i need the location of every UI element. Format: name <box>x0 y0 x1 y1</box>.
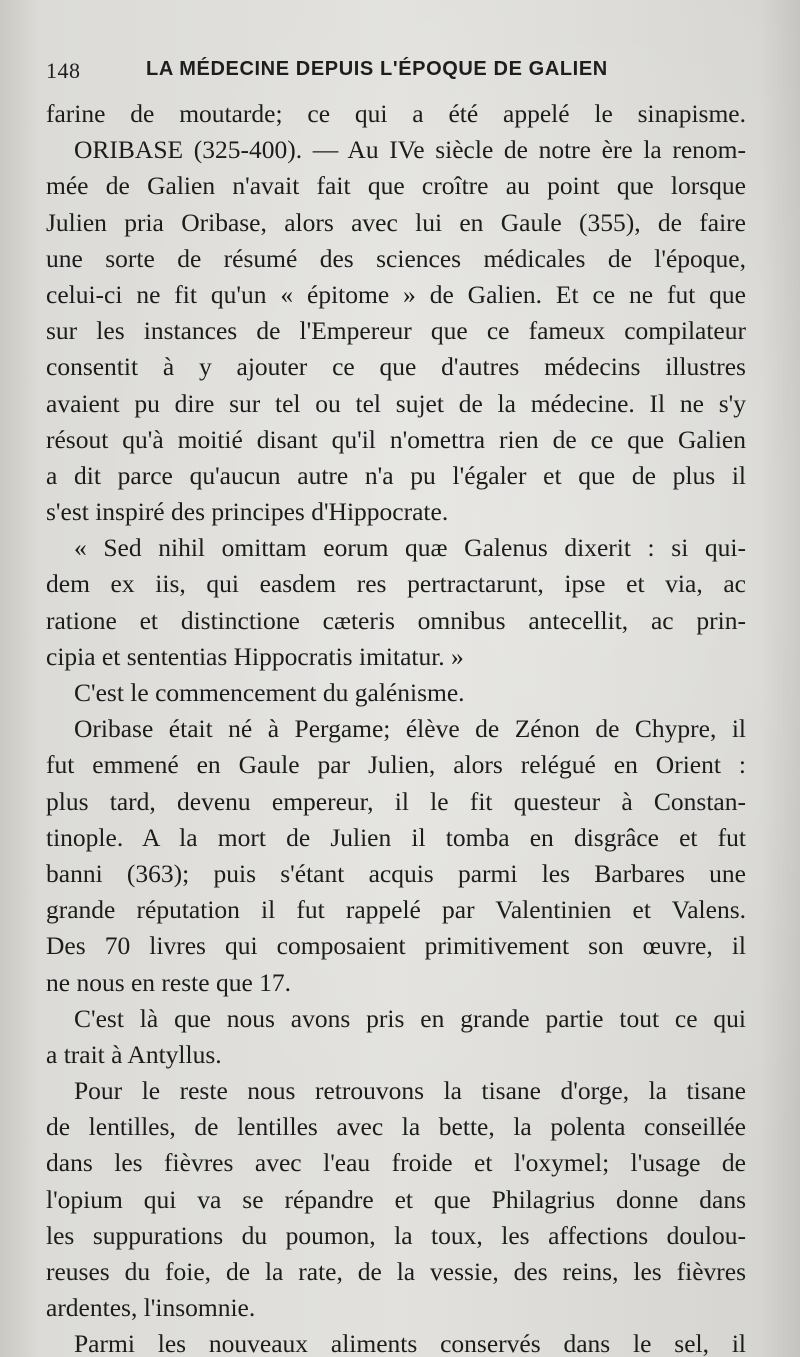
text-line: dans les fièvres avec l'eau froide et l'oxymel; l'usage de <box>46 1148 746 1178</box>
body-text <box>46 96 746 1357</box>
text-line: Julien pria Oribase, alors avec lui en Gaule (355), de faire <box>46 207 746 237</box>
text-line: farine de moutarde; ce qui a été appelé le sinapisme. <box>46 99 746 128</box>
text-line: ratione et distinctione cæteris omnibus antecellit, ac prin- <box>46 605 746 635</box>
text-line: avaient pu dire sur tel ou tel sujet de la médecine. Il ne s'y <box>46 388 746 418</box>
running-title: LA MÉDECINE DEPUIS L'ÉPOQUE DE GALIEN <box>146 58 608 80</box>
text-line: « Sed nihil omittam eorum quæ Galenus dixerit : si qui- <box>74 533 746 563</box>
text-line: a trait à Antyllus. <box>46 1039 222 1069</box>
text-line: a dit parce qu'aucun autre n'a pu l'égaler et que de plus il <box>46 460 746 490</box>
text-line: tinople. A la mort de Julien il tomba en disgrâce et fut <box>46 822 746 852</box>
text-line: celui-ci ne fit qu'un « épitome » de Galien. Et ce ne fut que <box>46 279 746 309</box>
text-line: C'est là que nous avons pris en grande partie tout ce qui <box>74 1003 746 1033</box>
text-line: cipia et sententias Hippocratis imitatur. » <box>46 641 464 671</box>
text-line: ne nous en reste que 17. <box>46 967 292 997</box>
page-number: 148 <box>46 58 81 83</box>
text-line: fut emmené en Gaule par Julien, alors relégué en Orient : <box>46 750 746 780</box>
text-line: Parmi les nouveaux aliments conservés dans le sel, il <box>74 1329 746 1357</box>
text-line: plus tard, devenu empereur, il le fit questeur à Constan- <box>46 786 746 816</box>
page-header <box>46 52 746 92</box>
text-line: résout qu'à moitié disant qu'il n'omettra rien de ce que Galien <box>46 424 746 454</box>
text-line: Pour le reste nous retrouvons la tisane d'orge, la tisane <box>74 1076 746 1106</box>
text-line: consentit à y ajouter ce que d'autres médecins illustres <box>46 352 746 382</box>
text-line: les suppurations du poumon, la toux, les affections doulou- <box>46 1220 746 1250</box>
text-line: de lentilles, de lentilles avec la bette, la polenta conseillée <box>46 1112 746 1142</box>
text-line: reuses du foie, de la rate, de la vessie, des reins, les fièvres <box>46 1257 746 1286</box>
text-line: ardentes, l'insomnie. <box>46 1293 256 1323</box>
text-line: s'est inspiré des principes d'Hippocrate. <box>46 497 449 527</box>
text-line: Oribase était né à Pergame; élève de Zénon de Chypre, il <box>74 714 746 744</box>
text-line: dem ex iis, qui easdem res pertractarunt, ipse et via, ac <box>46 569 746 599</box>
text-line: grande réputation il fut rappelé par Valentinien et Valens. <box>46 895 746 925</box>
text-line: l'opium qui va se répandre et que Philagrius donne dans <box>46 1184 746 1214</box>
text-line: ORIBASE (325-400). — Au IVe siècle de notre ère la renom- <box>74 135 746 165</box>
text-line: une sorte de résumé des sciences médicales de l'époque, <box>46 243 746 273</box>
text-line: banni (363); puis s'étant acquis parmi les Barbares une <box>46 858 746 888</box>
text-line: sur les instances de l'Empereur que ce fameux compilateur <box>46 316 746 346</box>
text-line: C'est le commencement du galénisme. <box>74 678 465 707</box>
text-line: Des 70 livres qui composaient primitivement son œuvre, il <box>46 931 746 961</box>
text-line: mée de Galien n'avait fait que croître au point que lorsque <box>46 171 746 201</box>
